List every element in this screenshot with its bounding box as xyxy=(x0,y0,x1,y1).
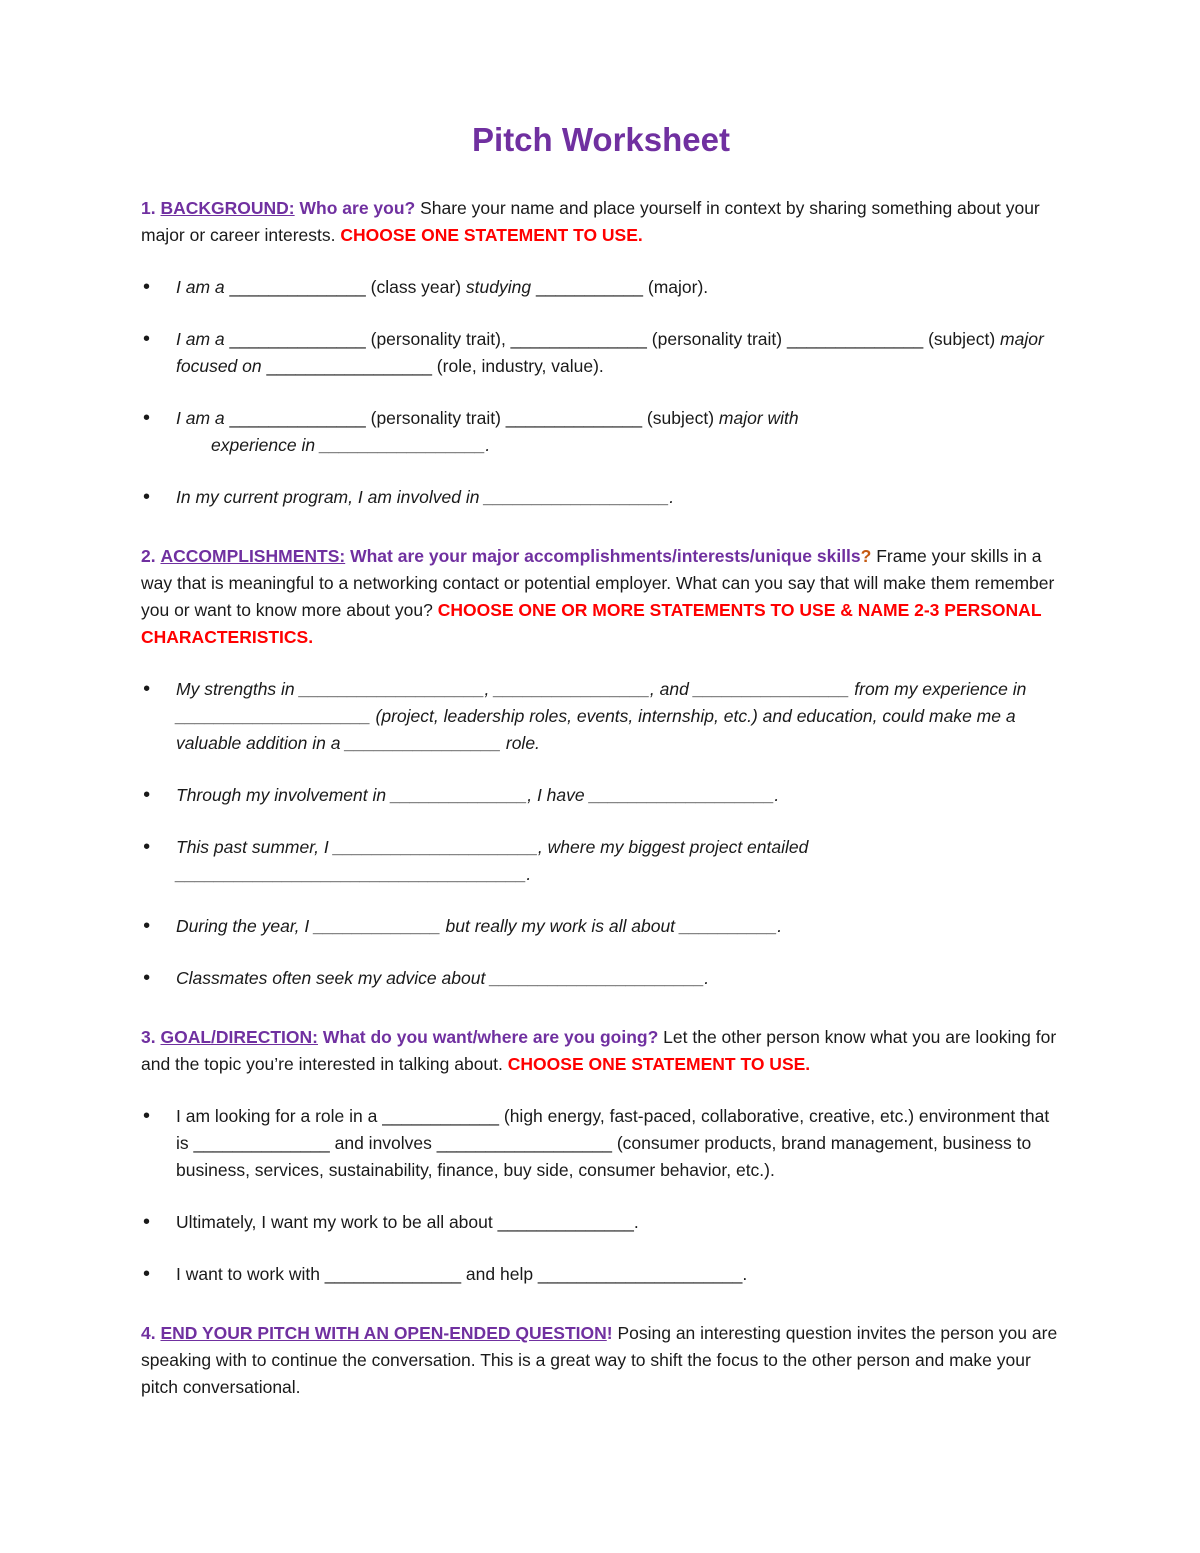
statement-lead: I am a xyxy=(176,408,230,428)
list-item xyxy=(141,326,1061,380)
statement-blank: ______________ (personality trait), ______________ (personality trait) ______________ (subject) xyxy=(229,329,1001,349)
statement-phrase: major focused on xyxy=(176,329,1044,376)
section-exclamation: ! xyxy=(606,1323,613,1343)
list-item: • I am looking for a role in a ____________ (high energy, fast-paced, collaborative, creative, etc.) environment that is ______________ and involves __________________ (consumer products, brand management, business to business, services, sustainability, finance, buy side, consumer behavior, etc.). xyxy=(141,1103,1061,1184)
section-title: END YOUR PITCH WITH AN OPEN-ENDED QUESTION xyxy=(160,1323,607,1343)
section-instruction: CHOOSE ONE STATEMENT TO USE. xyxy=(507,1054,811,1074)
section-accomplishments-header xyxy=(141,543,1061,651)
statement-lead: I am a xyxy=(176,329,230,349)
accomplishment-statements xyxy=(141,676,1061,992)
list-item xyxy=(141,484,1061,511)
section-goal-header xyxy=(141,1024,1061,1078)
section-intro: Let the other person know what you are looking for and the topic you’re interested in talking about. xyxy=(141,1027,1057,1074)
list-item: • This past summer, I _____________________, where my biggest project entailed ____________________________________. xyxy=(141,834,1061,888)
list-item: • I want to work with ______________ and help _____________________. xyxy=(141,1261,1061,1288)
page-title: Pitch Worksheet xyxy=(472,121,730,158)
list-item xyxy=(141,405,1061,459)
list-item: • Ultimately, I want my work to be all about ______________. xyxy=(141,1209,1061,1236)
section-intro: Share your name and place yourself in context by sharing something about your major or career interests. xyxy=(141,198,1040,245)
statement-blank: _________________ (role, industry, value). xyxy=(261,356,604,376)
section-question: What do you want/where are you going? xyxy=(322,1027,659,1047)
list-item: • During the year, I _____________ but really my work is all about __________. xyxy=(141,913,1061,940)
statement-phrase: studying xyxy=(465,277,532,297)
section-title: GOAL/DIRECTION: xyxy=(160,1027,318,1047)
section-question: Who are you? xyxy=(299,198,416,218)
section-number: 4. xyxy=(141,1323,156,1343)
list-item: • Through my involvement in ______________, I have ___________________. xyxy=(141,782,1061,809)
section-number: 3. xyxy=(141,1027,156,1047)
worksheet-page xyxy=(141,110,1061,1401)
section-background-header xyxy=(141,195,1061,249)
section-instruction: CHOOSE ONE STATEMENT TO USE. xyxy=(340,225,643,245)
section-intro: Frame your skills in a way that is meaningful to a networking contact or potential employer. What can you say that will make them remember you or want to know more about you? xyxy=(141,546,1055,620)
section-number: 2. xyxy=(141,546,156,566)
list-item xyxy=(141,274,1061,301)
statement-blank: ___________ (major). xyxy=(531,277,709,297)
goal-statements xyxy=(141,1103,1061,1288)
statement-lead: I am a xyxy=(176,277,230,297)
section-title: BACKGROUND: xyxy=(160,198,295,218)
section-question: What are your major accomplishments/interests/unique skills xyxy=(350,546,861,566)
statement-blank: ______________ (class year) xyxy=(229,277,466,297)
section-instruction: CHOOSE ONE OR MORE STATEMENTS TO USE & NAME 2-3 PERSONAL CHARACTERISTICS. xyxy=(141,600,1042,647)
background-statements xyxy=(141,274,1061,511)
section-number: 1. xyxy=(141,198,156,218)
list-item: • My strengths in ___________________, ________________, and ________________ from my experience in ____________________ (project, leadership roles, events, internship, etc.) and education, could make me a valuable addition in a ________________ role. xyxy=(141,676,1061,757)
section-intro: Posing an interesting question invites the person you are speaking with to continue the conversation. This is a great way to shift the focus to the other person and make your pitch conversational. xyxy=(141,1323,1058,1397)
statement-continuation: experience in _________________. xyxy=(211,435,491,455)
statement-text: In my current program, I am involved in ___________________. xyxy=(176,487,675,507)
section-question-header xyxy=(141,1320,1061,1401)
section-title: ACCOMPLISHMENTS: xyxy=(160,546,346,566)
section-question-mark: ? xyxy=(860,546,872,566)
list-item: • Classmates often seek my advice about ______________________. xyxy=(141,965,1061,992)
statement-phrase: major with xyxy=(718,408,799,428)
statement-blank: ______________ (personality trait) ______________ (subject) xyxy=(229,408,719,428)
